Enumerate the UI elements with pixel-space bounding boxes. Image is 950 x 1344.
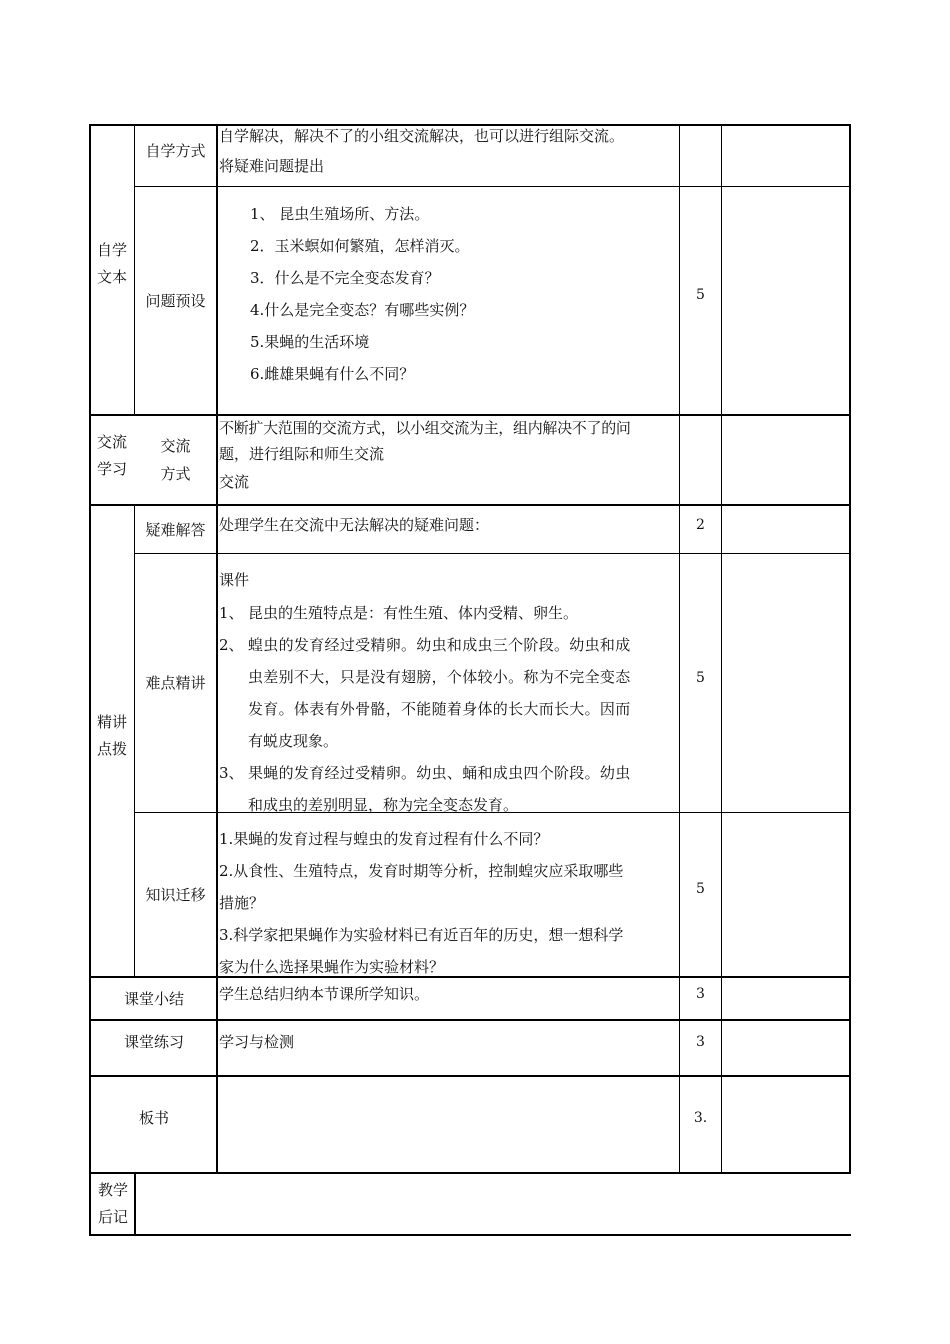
practice-text: 学习与检测 (219, 1033, 295, 1051)
self-study-method-label (135, 128, 216, 174)
key-point-text: 昆虫的生殖特点是：有性生殖、体内受精、卵生。 (248, 604, 579, 622)
question-preset-label (135, 188, 216, 414)
qa-minutes: 2 (696, 517, 705, 533)
transfer-line: 3.科学家把果蝇作为实验材料已有近百年的历史，想一想科学 (219, 926, 624, 944)
summary-text: 学生总结归纳本节课所学知识。 (219, 985, 430, 1003)
key-point-text: 有蜕皮现象。 (248, 732, 339, 750)
question-item: 6.雌雄果蝇有什么不同？ (250, 365, 415, 383)
row-divider (134, 553, 851, 554)
question-minutes: 5 (696, 287, 705, 303)
exchange-line3: 交流 (219, 473, 250, 491)
label-text: 交流 (160, 437, 191, 455)
label-text: 板书 (138, 1109, 169, 1127)
notes-label (92, 1174, 134, 1234)
transfer-line: 1.果蝇的发育过程与蝗虫的发育过程有什么不同？ (219, 830, 549, 848)
question-item: 2．玉米螟如何繁殖，怎样消灭。 (250, 237, 470, 255)
transfer-line: 2.从食性、生殖特点，发育时期等分析，控制蝗灾应采取哪些 (219, 862, 624, 880)
col-divider (679, 126, 680, 1174)
table-left-border (89, 124, 91, 1236)
label-text: 问题预设 (145, 292, 206, 310)
label-text: 疑难解答 (145, 520, 206, 539)
transfer-line: 家为什么选择果蝇作为实验材料？ (219, 958, 445, 976)
key-point-text: 发育。体表有外骨骼，不能随着身体的长大而长大。因而 (248, 700, 631, 718)
exchange-line2: 题，进行组际和师生交流 (219, 445, 385, 463)
key-point-number: 1、 (219, 604, 244, 622)
self-study-method-line1: 自学解决，解决不了的小组交流解决，也可以进行组际交流。 (219, 127, 625, 145)
group-label-text: 交流学习 (96, 433, 127, 478)
question-list (250, 202, 670, 394)
label-text: 课堂练习 (123, 1033, 184, 1051)
col-divider (721, 126, 722, 1174)
practice-label (92, 1021, 216, 1063)
key-point-text: 蝗虫的发育经过受精卵。幼虫和成虫三个阶段。幼虫和成 (248, 636, 631, 654)
qa-label (135, 506, 216, 553)
key-point-text: 和成虫的差别明显，称为完全变态发育。 (248, 796, 519, 814)
label-text: 方式 (160, 465, 191, 483)
group-label-self-study (92, 232, 132, 296)
board-label (92, 1077, 216, 1159)
key-point-text: 虫差别不大，只是没有翅膀，个体较小。称为不完全变态 (248, 668, 631, 686)
exchange-method-label (135, 416, 216, 504)
qa-text: 处理学生在交流中无法解决的疑难问题： (219, 516, 490, 534)
label-text: 自学方式 (145, 142, 206, 160)
transfer-minutes: 5 (696, 881, 705, 897)
group-label-text: 精讲点拨 (96, 713, 127, 758)
transfer-label (135, 813, 216, 976)
transfer-line: 措施？ (219, 894, 265, 912)
row-divider (134, 186, 851, 187)
question-item: 3．什么是不完全变态发育？ (250, 269, 440, 287)
summary-minutes: 3 (696, 986, 705, 1002)
label-text: 难点精讲 (145, 674, 206, 692)
label-text: 知识迁移 (145, 885, 206, 904)
table-bottom-border (89, 1234, 851, 1236)
col-divider (216, 126, 218, 1174)
table-right-border (849, 124, 851, 1174)
self-study-method-line2: 将疑难问题提出 (219, 157, 325, 175)
group-label-text: 自学文本 (96, 241, 127, 286)
summary-label (92, 978, 216, 1019)
key-minutes: 5 (696, 670, 705, 686)
question-item: 4.什么是完全变态？有哪些实例？ (250, 301, 475, 319)
question-item: 5.果蝇的生活环境 (250, 333, 370, 351)
practice-minutes: 3 (696, 1034, 705, 1050)
key-point-number: 2、 (219, 636, 244, 654)
key-point-text: 果蝇的发育经过受精卵。幼虫、蛹和成虫四个阶段。幼虫 (248, 764, 631, 782)
board-minutes: 3. (693, 1110, 708, 1126)
key-points-label (135, 554, 216, 812)
key-point-number: 3、 (219, 764, 244, 782)
key-heading: 课件 (219, 571, 250, 589)
col-divider (134, 1174, 136, 1236)
label-text: 教学后记 (97, 1181, 128, 1226)
group-label-exchange (92, 428, 132, 484)
question-item: 1、 昆虫生殖场所、方法。 (250, 205, 430, 223)
exchange-line1: 不断扩大范围的交流方式，以小组交流为主，组内解决不了的问 (219, 419, 631, 437)
label-text: 课堂小结 (123, 989, 184, 1008)
group-label-lecture (92, 708, 132, 764)
row-divider (89, 1172, 851, 1174)
